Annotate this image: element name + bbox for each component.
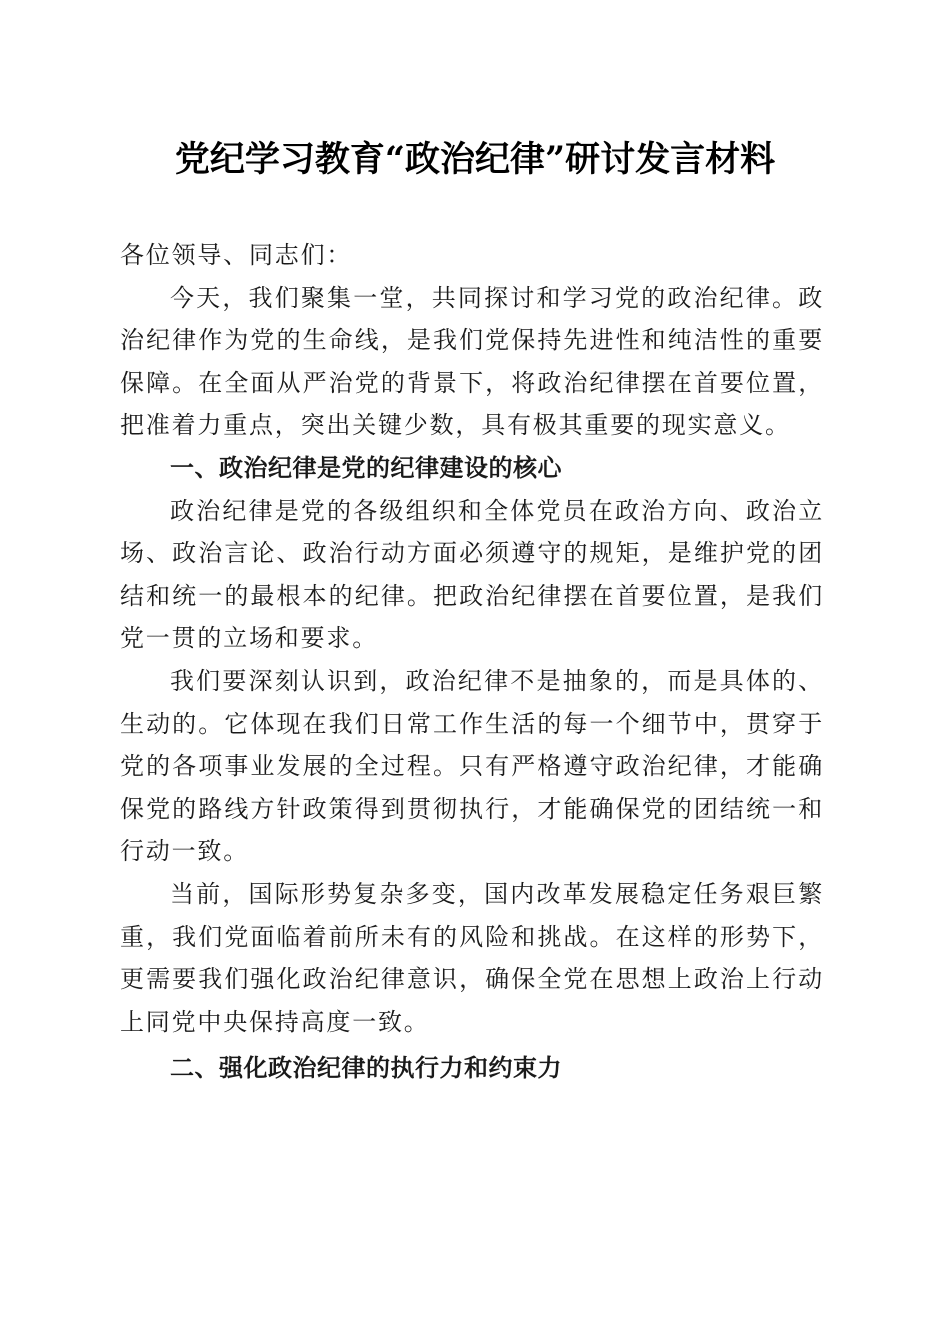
document-title: 党纪学习教育“政治纪律”研讨发言材料 <box>174 139 776 180</box>
document-body <box>120 234 824 1090</box>
paragraph-current-situation: 当前，国际形势复杂多变，国内改革发展稳定任务艰巨繁重，我们党面临着前所未有的风险和挑战。在这样的形势下，更需要我们强化政治纪律意识，确保全党在思想上政治上行动上同党中央保持高度一致。 <box>120 879 824 1036</box>
section-heading-1: 一、政治纪律是党的纪律建设的核心 <box>170 453 562 482</box>
paragraph-concrete-discipline: 我们要深刻认识到，政治纪律不是抽象的，而是具体的、生动的。它体现在我们日常工作生活的每一个细节中，贯穿于党的各项事业发展的全过程。只有严格遵守政治纪律，才能确保党的路线方针政策得到贯彻执行，才能确保党的团结统一和行动一致。 <box>120 666 824 866</box>
paragraph-political-discipline-definition: 政治纪律是党的各级组织和全体党员在政治方向、政治立场、政治言论、政治行动方面必须遵守的规矩，是维护党的团结和统一的最根本的纪律。把政治纪律摆在首要位置，是我们党一贯的立场和要求。 <box>120 496 824 653</box>
greeting: 各位领导、同志们： <box>120 241 353 269</box>
paragraph-intro: 今天，我们聚集一堂，共同探讨和学习党的政治纪律。政治纪律作为党的生命线，是我们党保持先进性和纯洁性的重要保障。在全面从严治党的背景下，将政治纪律摆在首要位置，把准着力重点，突出关键少数，具有极其重要的现实意义。 <box>120 283 824 440</box>
section-heading-2: 二、强化政治纪律的执行力和约束力 <box>170 1054 562 1083</box>
